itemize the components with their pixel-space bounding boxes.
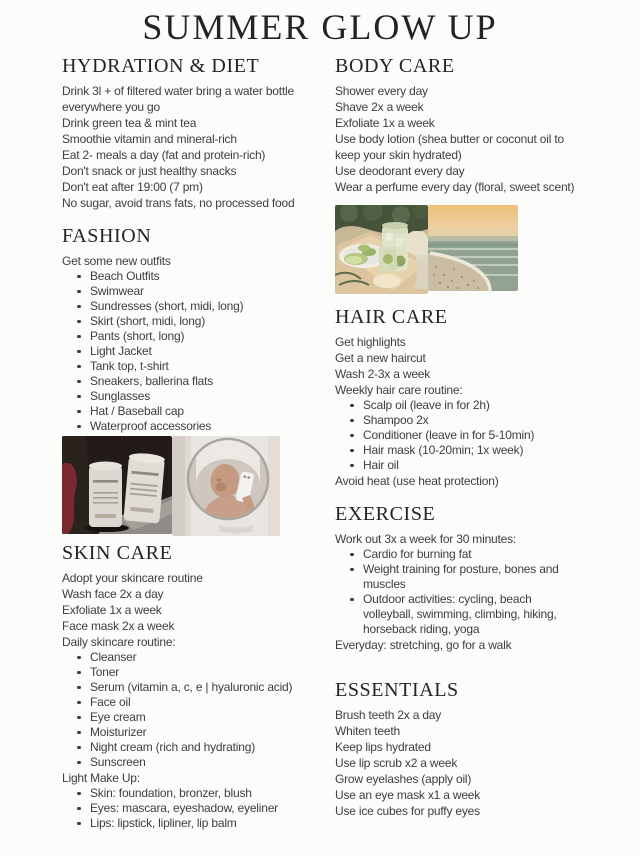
text-line: Work out 3x a week for 30 minutes: xyxy=(335,532,517,546)
fashion-items xyxy=(62,253,324,434)
bullet-item: Shampoo 2x xyxy=(335,413,580,428)
exercise-heading: EXERCISE xyxy=(335,503,436,525)
exercise-items xyxy=(335,531,580,653)
left-column xyxy=(62,53,324,831)
text-line: Wear a perfume every day (floral, sweet scent) xyxy=(335,180,575,194)
bullet-item: Weight training for posture, bones and muscles xyxy=(335,562,580,592)
text-line: Grow eyelashes (apply oil) xyxy=(335,772,472,786)
text-line: Keep lips hydrated xyxy=(335,740,431,754)
text-line: Get highlights xyxy=(335,335,406,349)
bullet-item: Sunglasses xyxy=(62,389,324,404)
section-essentials xyxy=(335,677,580,819)
section-hair-care xyxy=(335,304,580,489)
bullet-item: Tank top, t-shirt xyxy=(62,359,324,374)
hair-products-illustration xyxy=(62,436,172,534)
text-line: Get some new outfits xyxy=(62,254,171,268)
hydration-diet-items xyxy=(62,83,324,211)
bullet-item: Cardio for burning fat xyxy=(335,547,580,562)
section-hydration-diet xyxy=(62,53,324,211)
text-line: Whiten teeth xyxy=(335,724,400,738)
section-exercise xyxy=(335,501,580,653)
bullet-item: Night cream (rich and hydrating) xyxy=(62,740,324,755)
left-photo-row xyxy=(62,436,324,536)
text-line: Avoid heat (use heat protection) xyxy=(335,474,499,488)
bullet-item: Hat / Baseball cap xyxy=(62,404,324,419)
text-line: Wash 2-3x a week xyxy=(335,367,431,381)
bullet-item: Sneakers, ballerina flats xyxy=(62,374,324,389)
bullet-item: Hair mask (10-20min; 1x week) xyxy=(335,443,580,458)
text-line: Use body lotion (shea butter or coconut oil to keep your skin hydrated) xyxy=(335,132,564,162)
text-line: Everyday: stretching, go for a walk xyxy=(335,638,512,652)
hair-care-items xyxy=(335,334,580,489)
skin-care-heading: SKIN CARE xyxy=(62,542,173,564)
text-line: Shave 2x a week xyxy=(335,100,424,114)
text-line: Use lip scrub x2 a week xyxy=(335,756,458,770)
essentials-heading: ESSENTIALS xyxy=(335,679,459,701)
hydration-diet-heading: HYDRATION & DIET xyxy=(62,55,260,77)
bullet-item: Hair oil xyxy=(335,458,580,473)
section-body-care xyxy=(335,53,580,195)
section-skin-care xyxy=(62,540,324,831)
text-line: Use deodorant every day xyxy=(335,164,465,178)
body-care-items xyxy=(335,83,580,195)
right-column xyxy=(335,53,580,831)
text-line: Adopt your skincare routine xyxy=(62,571,203,585)
hair-care-heading: HAIR CARE xyxy=(335,306,448,328)
bullet-item: Scalp oil (leave in for 2h) xyxy=(335,398,580,413)
text-line: Light Make Up: xyxy=(62,771,140,785)
bullet-item: Conditioner (leave in for 5-10min) xyxy=(335,428,580,443)
section-fashion xyxy=(62,223,324,434)
text-line: Exfoliate 1x a week xyxy=(62,603,162,617)
skin-care-items xyxy=(62,570,324,831)
bullet-item: Skin: foundation, bronzer, blush xyxy=(62,786,324,801)
essentials-items xyxy=(335,707,580,819)
text-line: Get a new haircut xyxy=(335,351,426,365)
hair-products-photo xyxy=(62,436,172,534)
fashion-heading: FASHION xyxy=(62,225,152,247)
bullet-item: Swimwear xyxy=(62,284,324,299)
bullet-item: Serum (vitamin a, c, e | hyaluronic acid) xyxy=(62,680,324,695)
bullet-item: Eye cream xyxy=(62,710,324,725)
body-care-heading: BODY CARE xyxy=(335,55,455,77)
bullet-item: Lips: lipstick, lipliner, lip balm xyxy=(62,816,324,831)
text-line: Use ice cubes for puffy eyes xyxy=(335,804,480,818)
bullet-item: Waterproof accessories xyxy=(62,419,324,434)
lime-drinks-illustration xyxy=(335,205,428,294)
page-title: SUMMER GLOW UP xyxy=(142,7,498,47)
mirror-selfie-illustration xyxy=(172,436,280,536)
mirror-selfie-photo xyxy=(172,436,280,536)
bullet-item: Skirt (short, midi, long) xyxy=(62,314,324,329)
text-line: Drink 3l + of filtered water bring a water bottle everywhere you go xyxy=(62,84,294,114)
text-line: Eat 2- meals a day (fat and protein-rich) xyxy=(62,148,266,162)
bullet-item: Outdoor activities: cycling, beach volleyball, swimming, climbing, hiking, horseback riding, yoga xyxy=(335,592,580,637)
bullet-item: Pants (short, long) xyxy=(62,329,324,344)
text-line: Smoothie vitamin and mineral-rich xyxy=(62,132,237,146)
text-line: Use an eye mask x1 a week xyxy=(335,788,481,802)
text-line: Face mask 2x a week xyxy=(62,619,175,633)
text-line: Daily skincare routine: xyxy=(62,635,176,649)
text-line: Don't eat after 19:00 (7 pm) xyxy=(62,180,203,194)
bullet-item: Toner xyxy=(62,665,324,680)
text-line: No sugar, avoid trans fats, no processed food xyxy=(62,196,295,210)
columns xyxy=(0,53,640,831)
text-line: Weekly hair care routine: xyxy=(335,383,463,397)
text-line: Don't snack or just healthy snacks xyxy=(62,164,237,178)
bullet-item: Cleanser xyxy=(62,650,324,665)
text-line: Shower every day xyxy=(335,84,428,98)
text-line: Exfoliate 1x a week xyxy=(335,116,435,130)
right-photo-row xyxy=(335,205,580,294)
bullet-item: Light Jacket xyxy=(62,344,324,359)
text-line: Brush teeth 2x a day xyxy=(335,708,442,722)
bullet-item: Eyes: mascara, eyeshadow, eyeliner xyxy=(62,801,324,816)
text-line: Drink green tea & mint tea xyxy=(62,116,197,130)
bullet-item: Moisturizer xyxy=(62,725,324,740)
text-line: Wash face 2x a day xyxy=(62,587,164,601)
bullet-item: Beach Outfits xyxy=(62,269,324,284)
bullet-item: Sundresses (short, midi, long) xyxy=(62,299,324,314)
beach-sunset-photo xyxy=(428,205,518,291)
bullet-item: Sunscreen xyxy=(62,755,324,770)
beach-sunset-illustration xyxy=(428,205,518,291)
lime-drinks-photo xyxy=(335,205,428,294)
bullet-item: Face oil xyxy=(62,695,324,710)
